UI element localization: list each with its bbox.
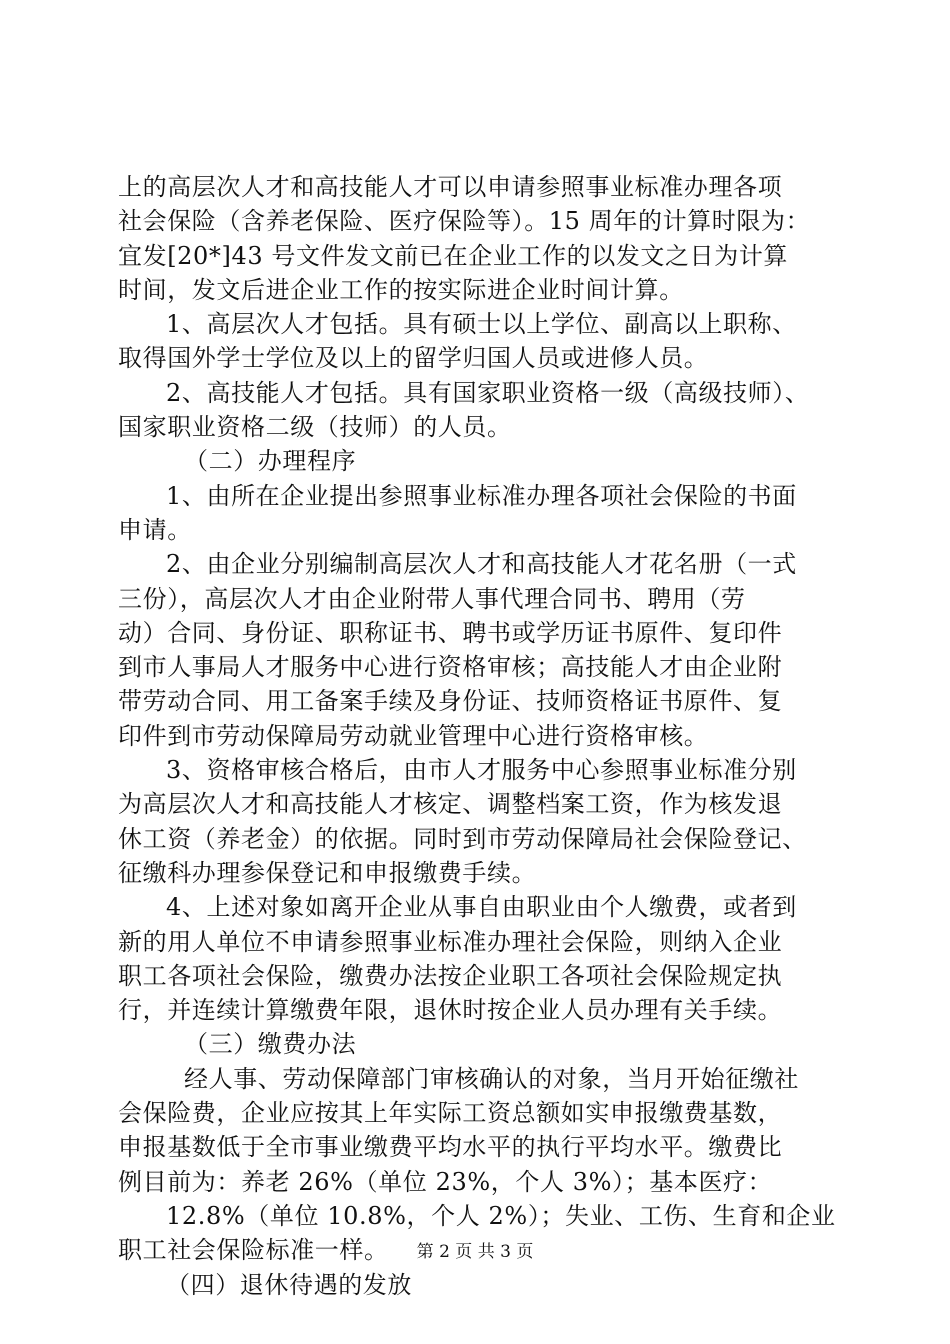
text-line: 三份），高层次人才由企业附带人事代理合同书、聘用（劳	[118, 584, 746, 613]
text-line: 职工各项社会保险，缴费办法按企业职工各项社会保险规定执	[118, 961, 783, 990]
text-line: 2、高技能人才包括。具有国家职业资格一级（高级技师）、	[166, 378, 810, 407]
text-line: 1、由所在企业提出参照事业标准办理各项社会保险的书面	[166, 481, 797, 510]
section-heading: （二）办理程序	[184, 447, 357, 476]
text-line: 4、上述对象如离开企业从事自由职业由个人缴费，或者到	[166, 893, 797, 922]
text-line: 申报基数低于全市事业缴费平均水平的执行平均水平。缴费比	[118, 1133, 783, 1162]
text-line: 休工资（养老金）的依据。同时到市劳动保障局社会保险登记、	[118, 824, 807, 853]
document-body	[118, 170, 838, 1302]
text-line: 带劳动合同、用工备案手续及身份证、技师资格证书原件、复	[118, 687, 783, 716]
text-line: 例目前为：养老 26%（单位 23%，个人 3%）；基本医疗：	[118, 1167, 773, 1196]
text-line: 上的高层次人才和高技能人才可以申请参照事业标准办理各项	[118, 173, 783, 201]
text-line: 职工社会保险标准一样。	[118, 1236, 389, 1265]
text-line: 国家职业资格二级（技师）的人员。	[118, 413, 512, 442]
section-heading: （三）缴费办法	[184, 1030, 357, 1059]
text-line: 印件到市劳动保障局劳动就业管理中心进行资格审核。	[118, 721, 709, 750]
text-line: 3、资格审核合格后，由市人才服务中心参照事业标准分别	[166, 756, 797, 785]
text-line: 行，并连续计算缴费年限，退休时按企业人员办理有关手续。	[118, 996, 783, 1025]
text-line: 动）合同、身份证、职称证书、聘书或学历证书原件、复印件	[118, 618, 783, 647]
text-line: 社会保险（含养老保险、医疗保险等）。15 周年的计算时限为：	[118, 207, 811, 236]
text-line: 12.8%（单位 10.8%，个人 2%）；失业、工伤、生育和企业	[166, 1201, 836, 1230]
page-number-footer: 第 2 页 共 3 页	[416, 1242, 534, 1262]
text-line: 会保险费，企业应按其上年实际工资总额如实申报缴费基数，	[118, 1099, 783, 1128]
text-line: 为高层次人才和高技能人才核定、调整档案工资，作为核发退	[118, 790, 783, 819]
text-line: 1、高层次人才包括。具有硕士以上学位、副高以上职称、	[166, 310, 797, 339]
text-line: 宜发[20*]43 号文件发文前已在企业工作的以发文之日为计算	[118, 241, 789, 270]
text-line: 申请。	[118, 515, 192, 544]
text-line: 新的用人单位不申请参照事业标准办理社会保险，则纳入企业	[118, 927, 783, 956]
text-line: 时间，发文后进企业工作的按实际进企业时间计算。	[118, 275, 684, 304]
text-line: 经人事、劳动保障部门审核确认的对象，当月开始征缴社	[184, 1064, 799, 1093]
text-line: 征缴科办理参保登记和申报缴费手续。	[118, 858, 537, 887]
text-line: 取得国外学士学位及以上的留学归国人员或进修人员。	[118, 344, 709, 373]
section-heading: （四）退休待遇的发放	[166, 1270, 412, 1299]
text-line: 2、由企业分别编制高层次人才和高技能人才花名册（一式	[166, 550, 797, 579]
text-line: 到市人事局人才服务中心进行资格审核；高技能人才由企业附	[118, 653, 783, 682]
